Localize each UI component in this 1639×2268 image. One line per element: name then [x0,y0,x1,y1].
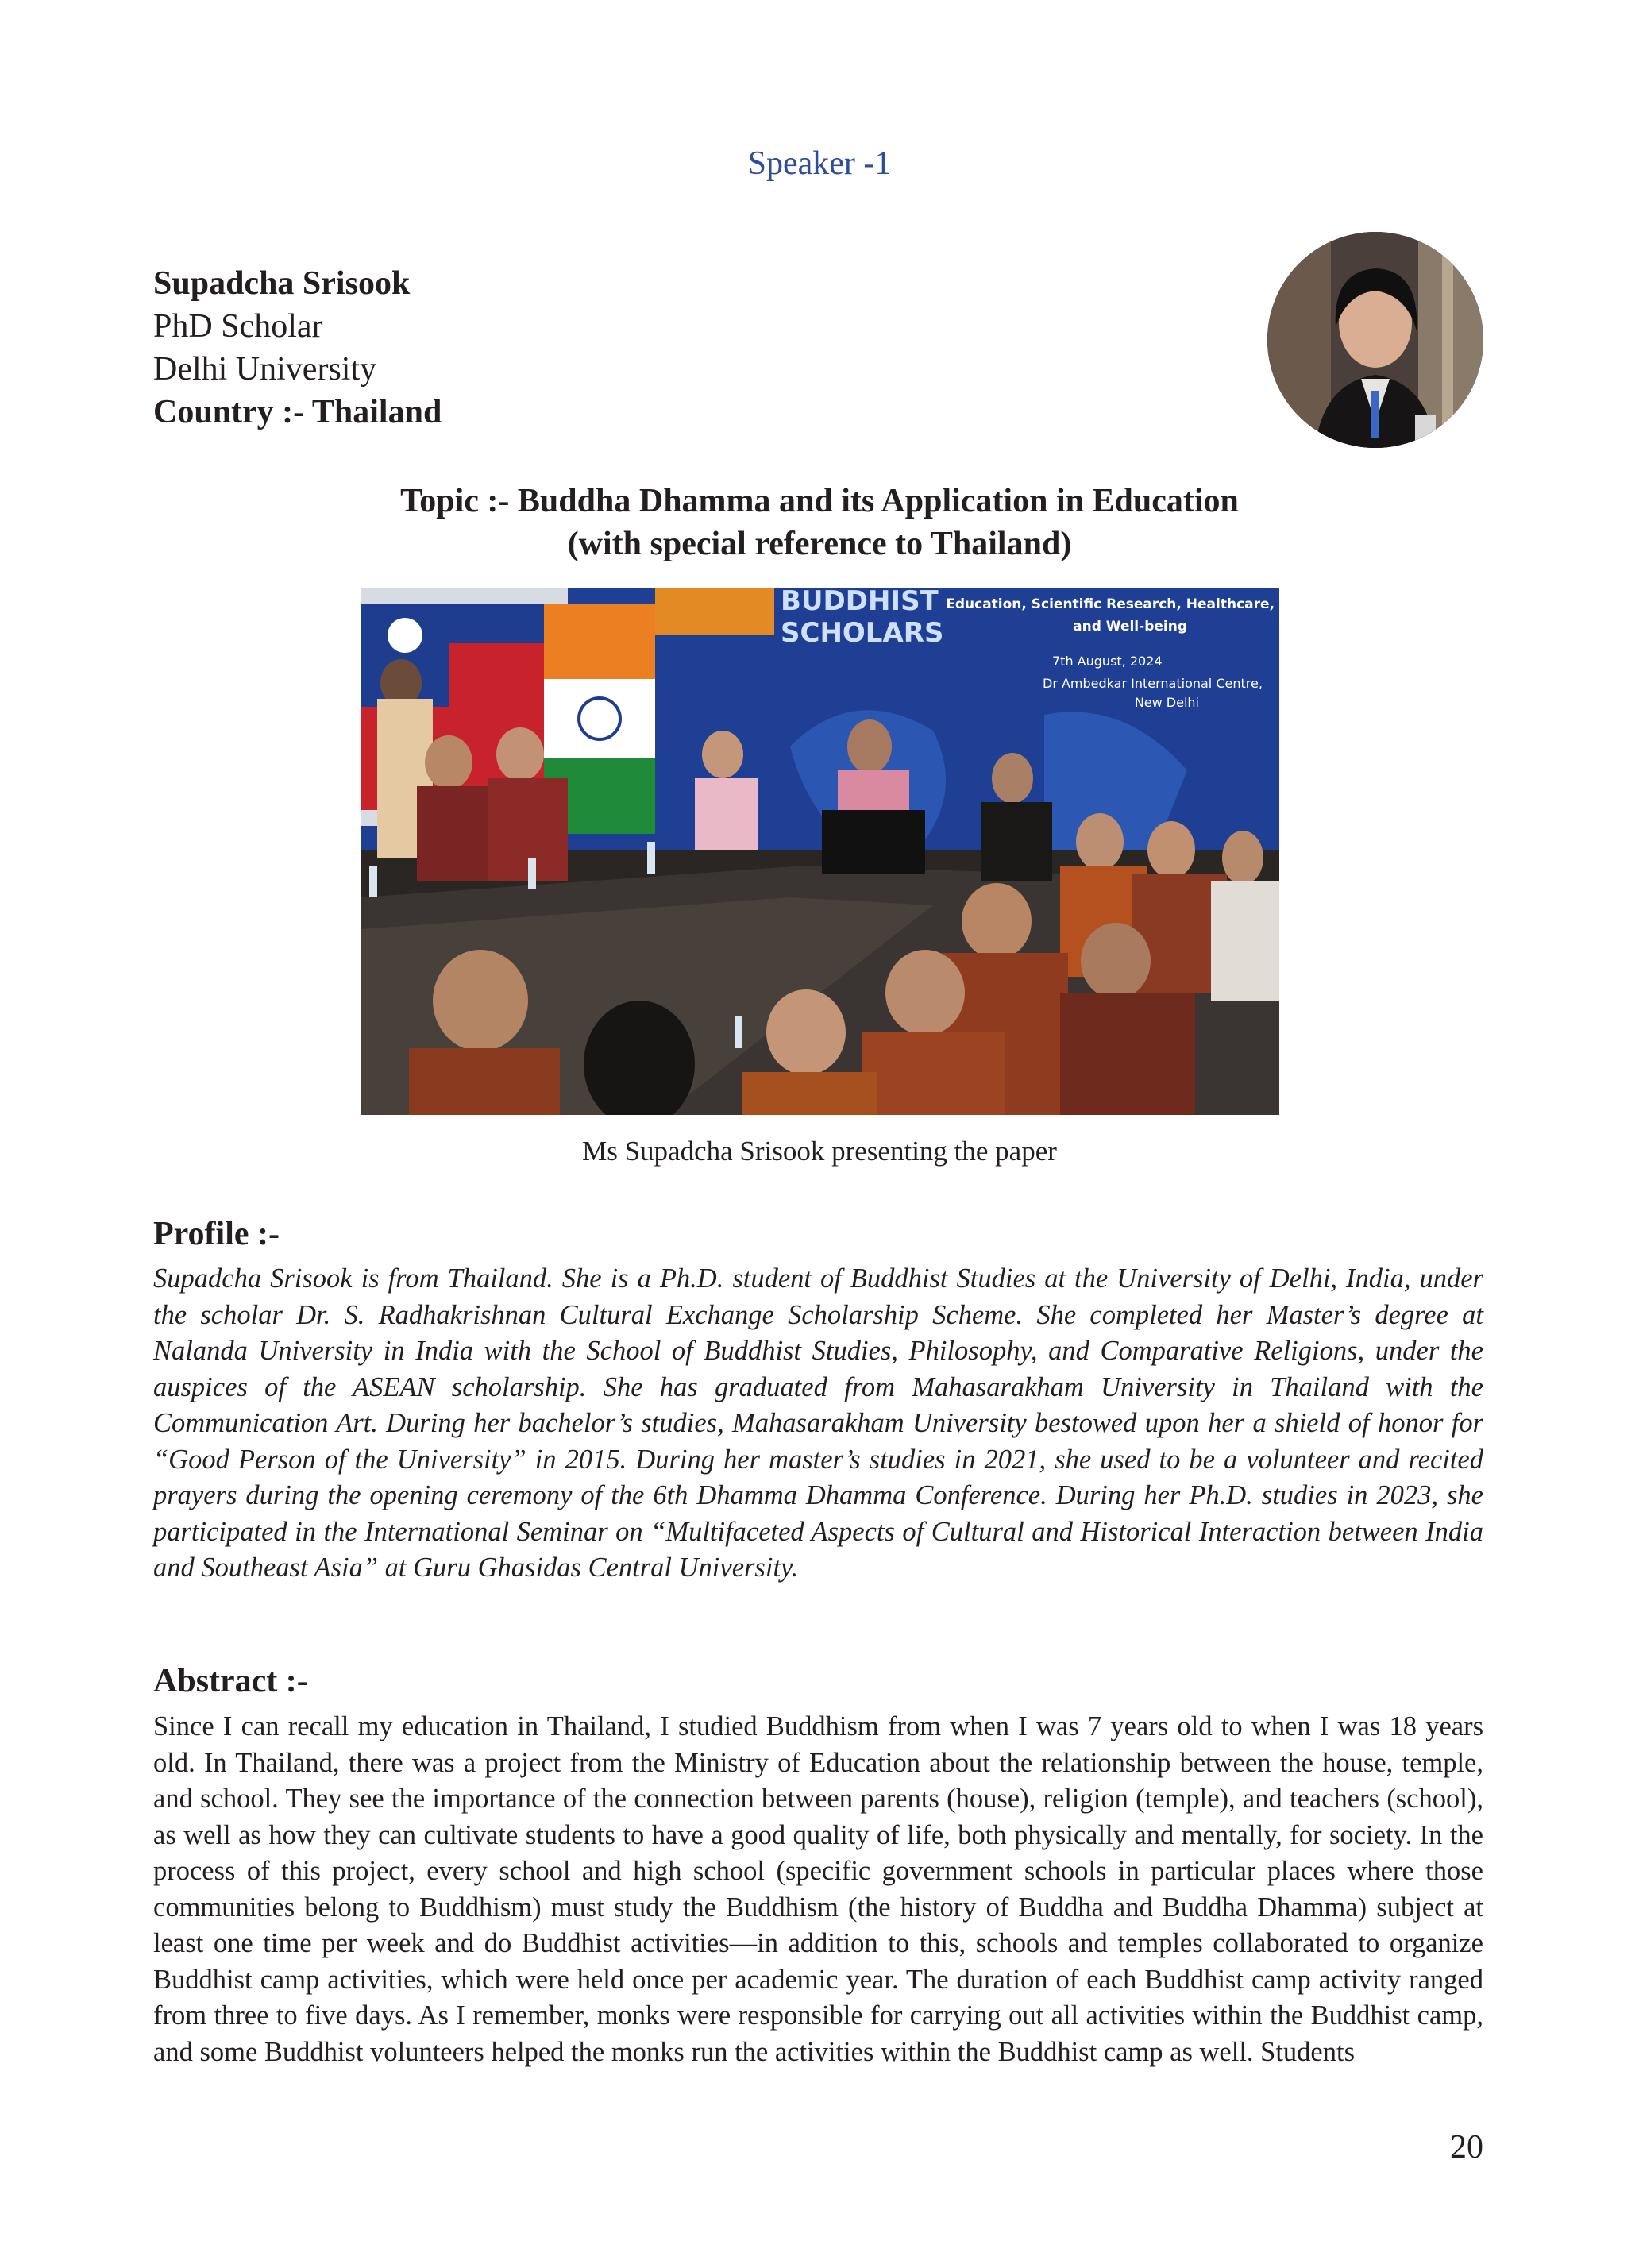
speaker-name: Supadcha Srisook [153,265,411,302]
abstract-text: Since I can recall my education in Thailand, I studied Buddhism from when I was 7 years old to when I was 18 years old. In Thailand, there was a project from the Ministry of Education about the relationship between the house, temple, and school. They see the importance of the connection between parents (house), religion (temple), and teachers (school), as well as how they can cultivate students to have a good quality of life, both physically and mentally, for society. In the process of this project, every school and high school (specific government schools in particular places where those communities belong to Buddhism) must study the Buddhism (the history of Buddha and Buddha Dhamma) subject at least one time per week and do Buddhist activities—in addition to this, schools and temples collaborated to organize Buddhist camp activities, which were held once per academic year. The duration of each Buddhist camp activity ranged from three to five days. As I remember, monks were responsible for carrying out all activities within the Buddhist camp, and some Buddhist volunteers helped the monks run the activities within the Buddhist camp as well. Students [153,1711,1483,2067]
banner-line-1: Education, Scientific Research, Healthcare, [946,596,1275,612]
abstract-heading: Abstract :- [153,1663,308,1699]
speaker-portrait [1267,232,1483,448]
banner-line-2: and Well-being [1073,619,1187,634]
banner-venue-2: New Delhi [1134,695,1199,710]
speaker-institution: Delhi University [153,351,377,388]
banner-date: 7th August, 2024 [1052,654,1163,669]
portrait-illustration [1267,232,1483,448]
conference-photo [361,588,1279,1115]
conference-scene [361,588,1279,1115]
topic-line-2: (with special reference to Thailand) [567,526,1072,562]
speaker-title: PhD Scholar [153,308,323,345]
banner-title-2: SCHOLARS [781,617,944,649]
topic-line-1: Topic :- Buddha Dhamma and its Application in Education [400,483,1239,519]
speaker-info [153,262,442,434]
photo-caption: Ms Supadcha Srisook presenting the paper [582,1136,1057,1167]
speaker-country: Country :- Thailand [153,394,442,430]
banner-title-1: BUDDHIST [781,588,939,617]
topic-heading [0,480,1639,565]
profile-heading: Profile :- [153,1216,280,1252]
banner-venue-1: Dr Ambedkar International Centre, [1043,676,1263,691]
speaker-heading: Speaker -1 [747,145,892,182]
page-number: 20 [1450,2129,1483,2166]
laptop-shape [822,810,925,874]
profile-text: Supadcha Srisook is from Thailand. She is a Ph.D. student of Buddhist Studies at the University of Delhi, India, under the scholar Dr. S. Radhakrishnan Cultural Exchange Scholarship Scheme. She completed her Master’s degree at Nalanda University in India with the School of Buddhist Studies, Philosophy, and Comparative Religions, under the auspices of the ASEAN scholarship. She has graduated from Mahasarakham University in Thailand with the Communication Art. During her bachelor’s studies, Mahasarakham University bestowed upon her a shield of honor for “Good Person of the University” in 2015. During her master’s studies in 2021, she used to be a volunteer and recited prayers during the opening ceremony of the 6th Dhamma Dhamma Conference. During her Ph.D. studies in 2023, she participated in the International Seminar on “Multifaceted Aspects of Cultural and Historical Interaction between India and Southeast Asia” at Guru Ghasidas Central University. [153,1263,1483,1583]
